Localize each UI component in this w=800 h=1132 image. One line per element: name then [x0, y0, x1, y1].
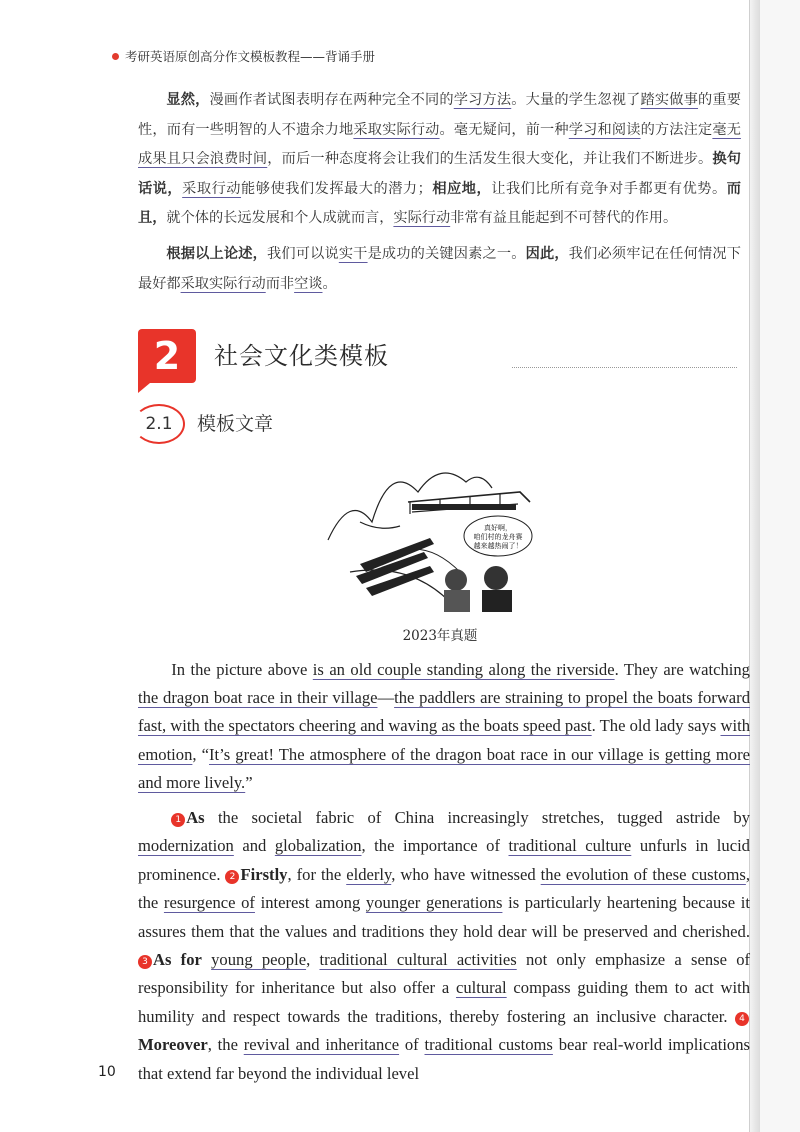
- sentence-marker: 4: [735, 1012, 749, 1026]
- cn-text: 非常有益且能起到不可替代的作用。: [450, 210, 678, 227]
- en-underlined: resurgence of: [163, 893, 255, 913]
- en-underlined: traditional customs: [424, 1035, 553, 1055]
- cn-underlined: 采取实际行动: [353, 121, 440, 138]
- cn-underlined: 毫无成果且只会浪费时间: [138, 121, 741, 168]
- cn-text: 。大量的学生忽视了: [511, 92, 641, 108]
- en-text: not only emphasize a sense of responsibility for inheritance but also offer a: [138, 950, 751, 998]
- section-badge-tail: [138, 383, 150, 393]
- en-text: , the: [207, 1035, 244, 1055]
- cn-underlined: 空谈: [294, 275, 323, 292]
- section-title: 社会文化类模板: [214, 342, 389, 370]
- en-underlined: revival and inheritance: [243, 1035, 400, 1055]
- en-bold: As for: [153, 950, 202, 970]
- cn-text: 换句话说，: [138, 151, 741, 197]
- cn-underlined: 实干: [338, 245, 368, 262]
- en-text: , for the: [287, 864, 347, 884]
- cn-underlined: 学习和阅读: [568, 121, 641, 138]
- running-head-text: 考研英语原创高分作文模板教程——背诵手册: [125, 49, 376, 64]
- subsection-number-badge: [133, 404, 185, 444]
- chinese-paragraph-2: [138, 240, 741, 299]
- cn-text: ，而后一种态度将会让我们的生活发生很大变化，并让我们不断进步。: [267, 151, 713, 168]
- en-text: the societal fabric of China increasingly stretches, tugged astride by: [204, 808, 750, 828]
- cn-text: 的重要性，而有一些明智的人不遗余力地: [138, 92, 741, 138]
- english-paragraph-1: [138, 656, 750, 797]
- bullet-dot-icon: [112, 53, 119, 60]
- speech-line-3: 越来越热闹了！: [473, 542, 523, 550]
- english-text-block: [138, 656, 750, 1088]
- en-underlined: modernization: [138, 836, 234, 856]
- en-underlined: cultural: [455, 978, 507, 998]
- running-head: [112, 47, 375, 65]
- cn-text: 是成功的关键因素之一。: [367, 245, 526, 262]
- en-text: , who have witnessed: [391, 864, 541, 884]
- cn-underlined: 采取实际行动: [180, 275, 266, 292]
- old-man: [445, 569, 467, 591]
- en-text: unfurls in lucid prominence.: [138, 836, 750, 884]
- en-text: , “: [192, 744, 209, 764]
- old-woman: [484, 566, 508, 590]
- subsection-number: 2.1: [145, 414, 173, 434]
- cn-text: 而且，: [138, 180, 741, 227]
- cn-underlined: 采取行动: [182, 180, 242, 197]
- en-text: bear real-world implications that extend far beyond the individual level: [138, 1035, 750, 1083]
- cn-text: 就个体的长远发展和个人成就而言，: [166, 210, 394, 227]
- en-underlined: traditional culture: [508, 836, 632, 856]
- page-number: 10: [98, 1064, 116, 1080]
- chinese-text-block: [138, 86, 741, 299]
- sentence-marker: 1: [171, 813, 185, 827]
- cn-text: 而非: [265, 275, 295, 292]
- cn-text: 因此，: [525, 245, 569, 262]
- cn-text: 。毫无疑问，前一种: [439, 121, 569, 138]
- en-text: interest among: [254, 893, 366, 913]
- cn-text: 我们可以说: [266, 245, 339, 262]
- english-paragraph-2: [138, 804, 750, 1088]
- en-text: , the importance of: [361, 836, 509, 856]
- en-text: of: [399, 1035, 425, 1055]
- section-number-badge: [138, 329, 196, 383]
- page-margin: [760, 0, 800, 1132]
- en-underlined: the dragon boat race in their village: [138, 688, 378, 708]
- en-text: . They are watching: [614, 660, 750, 679]
- cn-text: 。: [322, 275, 337, 292]
- en-text: and: [233, 836, 275, 856]
- en-text: ,: [306, 950, 320, 970]
- figure-caption: 2023年真题: [402, 628, 478, 644]
- sentence-marker: 3: [138, 955, 152, 969]
- en-text: . The old lady says: [591, 716, 721, 736]
- cn-text: 漫画作者试图表明存在两种完全不同的: [209, 92, 454, 108]
- en-underlined: traditional cultural activities: [319, 950, 517, 970]
- en-underlined: young people: [211, 950, 307, 970]
- sentence-marker: 2: [225, 870, 239, 884]
- en-underlined: the evolution of these customs: [540, 864, 746, 884]
- cn-text: 的方法注定: [640, 121, 713, 138]
- subsection-title: 模板文章: [197, 413, 274, 435]
- en-text: , the: [138, 864, 751, 913]
- cn-underlined: 踏实做事: [640, 92, 699, 108]
- en-bold: Firstly: [240, 864, 288, 884]
- en-underlined: elderly: [346, 864, 392, 884]
- en-underlined: younger generations: [365, 893, 503, 913]
- en-text: is particularly heartening because it assures them that the values and traditions they hold dear will be preserved and cherished.: [138, 893, 750, 941]
- cn-text: 相应地，: [431, 180, 492, 197]
- cn-text: 能够使我们发挥最大的潜力；: [241, 180, 432, 197]
- cartoon-illustration: [320, 452, 550, 614]
- en-text: compass guiding them to act with humility and respect towards the traditions, thereby fostering an inclusive character.: [138, 978, 750, 1026]
- en-text: —: [377, 688, 395, 708]
- cn-text: 我们必须牢记在任何情况下最好都: [138, 245, 741, 292]
- section-number: 2: [153, 334, 181, 378]
- en-bold: As: [186, 808, 205, 828]
- cn-text: 根据以上论述，: [166, 245, 267, 262]
- speech-line-2: 咱们村的龙舟赛: [473, 533, 523, 541]
- en-underlined: It’s great! The atmosphere of the dragon boat race in our village is getting more and more lively.: [138, 744, 750, 792]
- en-text: In the picture above: [171, 660, 313, 679]
- cn-text: 让我们比所有竞争对手都更有优势。: [491, 180, 727, 197]
- speech-line-1: 真好啊，: [484, 524, 512, 532]
- page-edge: [749, 0, 760, 1132]
- en-text: [202, 950, 211, 969]
- en-underlined: the paddlers are straining to propel the boats forward fast, with the spectators cheering and waving as the boats speed past: [138, 688, 750, 736]
- en-underlined: with emotion: [138, 716, 750, 764]
- section-divider: [512, 367, 737, 368]
- great-wall-top: [408, 492, 530, 502]
- chinese-paragraph-1: [138, 86, 741, 234]
- en-text: ”: [245, 772, 253, 792]
- en-underlined: is an old couple standing along the riverside: [312, 660, 615, 679]
- en-underlined: globalization: [274, 836, 362, 856]
- spectator-crowd: [412, 504, 516, 510]
- cn-underlined: 学习方法: [453, 92, 512, 108]
- cn-underlined: 实际行动: [393, 210, 451, 227]
- cn-text: 显然，: [166, 92, 210, 108]
- en-bold: Moreover: [138, 1035, 208, 1055]
